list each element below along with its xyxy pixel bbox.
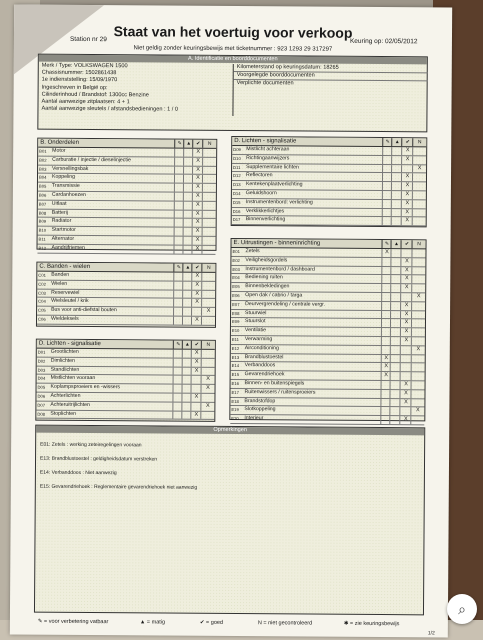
row-code: E07 xyxy=(232,301,240,307)
section-d-continued xyxy=(231,136,428,227)
row-code: B02 xyxy=(39,157,47,163)
check-cell: X xyxy=(191,299,202,307)
check-cell xyxy=(411,284,425,292)
row-label: Alternator xyxy=(51,235,75,242)
legend-see xyxy=(344,621,400,627)
row-label: Bediening ruiten xyxy=(245,274,283,281)
check-cell: X xyxy=(410,408,424,416)
row-label: Stoplichten xyxy=(50,410,77,417)
row-code: D02 xyxy=(37,358,46,364)
row-code: C03 xyxy=(38,290,46,296)
identification-box xyxy=(37,54,428,133)
check-cell: X xyxy=(192,210,203,218)
row-code: D01 xyxy=(37,349,46,355)
row-code: E18 xyxy=(231,398,239,404)
row-label: Koplampsproeiers en -wissers xyxy=(50,383,121,391)
row-code: D13 xyxy=(232,182,241,188)
id-line: 1e indienststelling: 15/09/1970 xyxy=(41,77,118,84)
check-cell: X xyxy=(192,193,203,201)
row-code: D05 xyxy=(37,384,46,390)
see-icon: ✱ xyxy=(343,620,349,627)
thumb-icon: ✔ xyxy=(191,341,202,349)
check-cell: X xyxy=(399,399,411,407)
check-cell xyxy=(201,367,215,375)
row-code: D14 xyxy=(232,190,241,197)
check-cell: X xyxy=(192,166,203,174)
row-label: Carburatie / injectie / dieselinjectie xyxy=(52,156,131,164)
check-cell xyxy=(201,359,215,367)
check-cell xyxy=(411,328,425,336)
row-code: E02 xyxy=(232,257,240,263)
row-label: Bus voor anti-diefstal bouten xyxy=(51,306,117,314)
check-cell: X xyxy=(192,158,203,166)
row-label: Airconditioning xyxy=(244,344,279,352)
check-cell: X xyxy=(411,346,425,354)
check-cell: X xyxy=(400,302,412,310)
row-label: Ruitenwissers / ruitensproeiers xyxy=(244,388,316,396)
check-cell: X xyxy=(191,359,202,367)
check-cell xyxy=(410,416,424,424)
check-cell: X xyxy=(192,175,203,183)
check-cell: X xyxy=(192,219,203,227)
id-line: Chassisnummer: 1502861438 xyxy=(41,69,117,77)
row-code: E19 xyxy=(231,407,239,413)
row-label: Cardanhoezen xyxy=(51,191,86,198)
section-c-title: C. Banden - wielen xyxy=(39,263,91,271)
check-cell xyxy=(411,276,425,284)
check-cell xyxy=(201,273,215,281)
row-code: E16 xyxy=(231,380,240,387)
row-label: Ventilatie xyxy=(244,327,267,334)
check-cell: X xyxy=(381,372,391,380)
row-code: D08 xyxy=(37,411,46,417)
check-cell xyxy=(411,337,425,345)
row-label: Banden xyxy=(51,271,70,278)
page-number: 1/2 xyxy=(427,630,435,637)
check-cell: X xyxy=(191,282,202,290)
row-label: Achteruitrijlichten xyxy=(50,401,90,408)
row-label: Standlichten xyxy=(50,366,80,373)
fair-icon: ▲ xyxy=(391,240,402,248)
legend-good xyxy=(200,620,223,626)
check-cell: X xyxy=(191,273,202,281)
row-code: E14 xyxy=(231,363,240,369)
identification-left xyxy=(38,63,232,115)
row-code: E15 xyxy=(231,372,240,378)
row-code: D17 xyxy=(232,217,241,223)
legend-see-text: = zie keuringsbewijs xyxy=(350,620,400,628)
check-cell xyxy=(201,290,215,298)
identification-title: A. Identificatie en boorddocumenten xyxy=(39,55,427,65)
remark-line: E15: Gevarendriehoek : Reglementaire gevarendriehoek niet aanwezig xyxy=(39,483,198,491)
check-cell: X xyxy=(191,317,202,325)
row-label: Zetels xyxy=(245,248,260,255)
n-column: N xyxy=(412,240,426,248)
row-label: Batterij xyxy=(51,209,68,216)
check-cell: X xyxy=(200,403,214,411)
check-cell: X xyxy=(381,249,391,257)
table-row xyxy=(37,244,215,254)
check-cell xyxy=(411,302,425,310)
check-cell xyxy=(411,311,425,319)
check-cell xyxy=(201,299,215,307)
fair-icon: ▲ xyxy=(183,140,193,148)
check-cell: X xyxy=(400,267,412,275)
n-column: N xyxy=(202,140,216,148)
row-code: D06 xyxy=(37,393,46,399)
row-code: B03 xyxy=(39,166,47,172)
section-dcont-title: D. Lichten - signalisatie xyxy=(234,138,297,145)
row-code: E11 xyxy=(231,336,240,343)
row-code: E04 xyxy=(232,275,240,281)
row-label: Binnenbekledingen xyxy=(245,283,290,290)
row-label: Stuurslot xyxy=(244,318,266,325)
check-cell: X xyxy=(192,237,203,245)
check-cell xyxy=(411,249,425,257)
section-b xyxy=(36,138,217,251)
legend-repair-text: = voor verbetering vatbaar xyxy=(44,618,109,626)
row-label: Uitlaat xyxy=(51,200,67,207)
row-label: Instrumentenbord: verlichting xyxy=(245,198,313,206)
check-cell xyxy=(412,209,426,217)
row-code: B09 xyxy=(38,219,47,225)
row-code: E09 xyxy=(231,319,240,325)
check-cell: X xyxy=(191,245,202,253)
row-code: E10 xyxy=(231,328,240,334)
id-line: Ingeschreven in België op: xyxy=(41,84,108,91)
check-cell: X xyxy=(400,337,412,345)
check-cell xyxy=(202,193,216,201)
check-cell xyxy=(412,200,426,208)
check-cell: X xyxy=(192,202,203,210)
row-label: Dimlichten xyxy=(50,357,75,364)
check-cell xyxy=(202,219,216,227)
check-cell xyxy=(202,184,216,192)
id-line: Cilinderinhoud / Brandstof: 1300cc Benzine xyxy=(41,91,149,99)
check-cell xyxy=(412,147,426,155)
row-code: B08 xyxy=(38,210,47,216)
fair-icon: ▲ xyxy=(391,138,402,146)
mandatory-docs-line: Verplichte documenten xyxy=(236,80,294,87)
row-code: D10 xyxy=(233,155,241,161)
row-label: Verklikkerlichtjes xyxy=(245,207,285,214)
check-cell: X xyxy=(399,390,411,398)
check-cell: X xyxy=(191,350,202,358)
row-code: D11 xyxy=(233,164,241,170)
check-cell: X xyxy=(400,381,412,389)
row-code: B01 xyxy=(39,148,47,154)
remark-line: E01: Zetels : werking zeteiregelingen vooraan xyxy=(40,441,142,449)
n-column: N xyxy=(201,341,215,349)
check-cell: X xyxy=(192,228,203,236)
check-cell xyxy=(200,411,214,419)
row-label: Verbanddoos xyxy=(244,362,276,369)
fair-icon: ▲ xyxy=(182,341,192,349)
row-label: Motor xyxy=(52,147,66,154)
section-e xyxy=(229,238,426,421)
legend-repair xyxy=(38,619,109,625)
check-cell: X xyxy=(192,184,203,192)
row-label: Wieldeksels xyxy=(50,315,79,322)
row-label: Aandrijfriemen xyxy=(51,244,85,251)
row-label: Open dak / cabrio / targa xyxy=(245,292,303,299)
row-code: D09 xyxy=(233,147,241,153)
check-cell xyxy=(411,320,425,328)
thumb-icon: ✔ xyxy=(191,264,202,272)
row-code: B12 xyxy=(38,245,46,251)
wrench-icon: ✎ xyxy=(382,138,392,146)
row-code: B05 xyxy=(38,183,47,189)
row-code: B10 xyxy=(38,227,47,233)
row-label: Supplementaire lichten xyxy=(246,163,299,171)
row-label: Reflectoren xyxy=(245,172,273,179)
legend-fair-text: = matig xyxy=(146,619,166,626)
check-cell: X xyxy=(401,200,413,208)
wrench-icon: ✎ xyxy=(173,341,183,349)
inspection-date: Keuring op: 02/05/2012 xyxy=(349,37,418,46)
check-cell xyxy=(411,364,425,372)
check-cell xyxy=(201,317,215,325)
row-label: Slotkoppeling xyxy=(244,406,276,413)
wrench-icon: ✎ xyxy=(37,618,43,625)
table-row xyxy=(36,410,214,420)
section-dcont-rows xyxy=(232,146,427,227)
remarks-box xyxy=(34,425,425,616)
check-cell: X xyxy=(191,367,202,375)
check-cell: X xyxy=(400,276,412,284)
row-code: D15 xyxy=(232,199,241,205)
row-code: E12 xyxy=(231,345,240,351)
row-code: C06 xyxy=(37,316,46,322)
check-cell xyxy=(202,175,216,183)
section-e-rows xyxy=(230,248,425,425)
check-cell: X xyxy=(200,385,214,393)
check-cell xyxy=(411,372,425,380)
table-row xyxy=(232,216,426,226)
section-b-rows xyxy=(37,148,216,255)
row-label: Binnen- en buitenspiegels xyxy=(244,380,305,387)
check-cell: X xyxy=(190,394,201,402)
section-d xyxy=(35,339,216,422)
row-label: Gevarendriehoek xyxy=(244,371,285,378)
row-label: Verwarming xyxy=(244,336,273,343)
check-cell xyxy=(202,237,216,245)
row-code: E03 xyxy=(232,266,240,272)
id-line: Merk / Type: VOLKSWAGEN 1500 xyxy=(41,62,128,70)
row-label: Versnellingsbak xyxy=(52,165,89,172)
check-cell xyxy=(202,149,216,157)
section-b-title: B. Onderdelen xyxy=(40,139,79,146)
row-label: Kentekenplaatverlichting xyxy=(245,181,303,188)
check-cell xyxy=(410,399,424,407)
row-code: E13 xyxy=(231,354,240,360)
check-cell xyxy=(202,228,216,236)
check-cell xyxy=(202,166,216,174)
check-cell: X xyxy=(381,363,391,371)
id-line: Aantal aanwezige zitplaatsen: 4 + 1 xyxy=(41,98,130,106)
row-label: Stuurwiel xyxy=(245,309,267,316)
check-cell: X xyxy=(381,355,391,363)
fair-icon: ▲ xyxy=(139,619,146,626)
check-cell xyxy=(411,258,425,266)
mileage-line: Kilometerstand op keuringsdatum: 18265 xyxy=(234,64,428,74)
row-label: Instrumentenbord / dashboard xyxy=(245,265,315,273)
row-label: Radiator xyxy=(51,218,72,225)
check-cell: X xyxy=(401,156,413,164)
check-cell: X xyxy=(400,320,412,328)
row-label: Grootlichten xyxy=(50,348,79,355)
row-label: Mistlichten vooraan xyxy=(50,375,96,382)
row-code: E05 xyxy=(232,284,240,290)
thumb-icon: ✔ xyxy=(199,619,205,626)
check-cell xyxy=(412,218,426,226)
check-cell xyxy=(200,394,214,402)
check-cell: X xyxy=(401,182,413,190)
n-column: N xyxy=(201,264,215,272)
row-label: Achterlichten xyxy=(50,392,81,399)
check-cell: X xyxy=(400,284,412,292)
row-code: B11 xyxy=(38,236,46,242)
wrench-icon: ✎ xyxy=(173,264,183,272)
check-cell: X xyxy=(400,328,412,336)
check-cell: X xyxy=(400,311,412,319)
documents-line: Voorgelegde boorddocumenten xyxy=(234,72,428,82)
check-cell xyxy=(411,381,425,389)
lens-search-icon[interactable]: ⌕ xyxy=(447,594,477,624)
page-title: Staat van het voertuig voor verkoop xyxy=(113,23,353,41)
section-c-rows xyxy=(37,272,215,326)
row-code: D16 xyxy=(232,208,241,214)
row-label: Deurvergrendeling / centrale vergr. xyxy=(245,300,326,308)
check-cell: X xyxy=(412,165,426,173)
check-cell xyxy=(201,282,215,290)
check-cell: X xyxy=(411,293,425,301)
remark-line: E14: Verbanddoos : Niet aanwezig xyxy=(39,469,117,477)
check-cell xyxy=(411,355,425,363)
row-code: C02 xyxy=(38,281,46,287)
id-line: Aantal aanwezige sleutels / afstandsbedieningen : 1 / 0 xyxy=(41,105,179,113)
row-label: Transmissie xyxy=(51,182,80,190)
check-cell xyxy=(201,246,215,254)
check-cell: X xyxy=(192,149,203,157)
row-label: Brandblustoestel xyxy=(244,353,284,360)
check-cell xyxy=(201,350,215,358)
row-code: D12 xyxy=(232,173,241,179)
check-cell xyxy=(410,390,424,398)
check-cell: X xyxy=(201,308,215,316)
check-cell: X xyxy=(201,376,215,384)
check-cell: X xyxy=(190,411,201,419)
section-e-title: E. Uitrustingen - binneninrichting xyxy=(233,240,321,247)
check-cell xyxy=(412,174,426,182)
row-label: Brandstofdop xyxy=(244,397,276,404)
row-label: Wielen xyxy=(51,280,68,287)
row-code: E17 xyxy=(231,389,239,395)
check-cell: X xyxy=(400,258,412,266)
check-cell: X xyxy=(191,290,202,298)
check-cell xyxy=(412,191,426,199)
row-label: Geluidshoorn xyxy=(245,190,277,197)
row-label: Binnenverlichting xyxy=(245,216,286,223)
row-code: B06 xyxy=(38,192,47,198)
thumb-icon: ✔ xyxy=(192,140,203,148)
row-label: Mistlicht achteraan xyxy=(246,146,290,153)
ticket-notice: Niet geldig zonder keuringsbewijs met ticketnummer : 923 1293 29 317297 xyxy=(133,45,333,53)
row-label: Richtingaanwijzers xyxy=(246,154,290,162)
section-d-title: D. Lichten - signalisatie xyxy=(38,340,101,348)
row-code: E06 xyxy=(232,292,240,299)
row-label: Startmotor xyxy=(51,226,76,234)
row-label: Koppeling xyxy=(51,174,76,181)
row-label: Reservewiel xyxy=(51,289,80,296)
inspection-sheet xyxy=(10,4,452,637)
legend-fair xyxy=(140,619,165,625)
row-code: C01 xyxy=(38,272,47,278)
row-code: D03 xyxy=(37,367,46,373)
check-cell: X xyxy=(399,416,411,424)
row-code: E01 xyxy=(232,249,240,255)
legend-not-checked: N = niet gecontroleerd xyxy=(257,620,313,627)
row-label: Veiligheidsgordels xyxy=(245,256,288,264)
check-cell xyxy=(202,202,216,210)
thumb-icon: ✔ xyxy=(401,240,413,248)
row-code: D04 xyxy=(37,376,46,382)
section-d-rows xyxy=(36,349,214,421)
row-label: Interieur xyxy=(244,415,264,422)
section-c xyxy=(36,262,216,328)
check-cell xyxy=(411,267,425,275)
check-cell: X xyxy=(401,147,413,155)
check-cell: X xyxy=(401,218,413,226)
wrench-icon: ✎ xyxy=(382,240,392,248)
check-cell xyxy=(202,158,216,166)
identification-right xyxy=(232,64,427,117)
row-code: B07 xyxy=(38,201,47,207)
legend-good-text: = goed xyxy=(206,619,224,626)
remark-line: E13: Brandblustoestel : geldigheidsdatum verstreken xyxy=(40,455,158,463)
row-code: E08 xyxy=(232,310,240,316)
check-cell xyxy=(412,156,426,164)
check-cell xyxy=(202,210,216,218)
row-code: C04 xyxy=(38,299,46,305)
row-code: D07 xyxy=(37,402,46,408)
thumb-icon: ✔ xyxy=(401,138,413,146)
row-code: B04 xyxy=(38,175,47,181)
row-code: E20 xyxy=(231,416,239,422)
remarks-title: Opmerkingen xyxy=(36,426,424,436)
check-cell: X xyxy=(401,209,413,217)
check-cell xyxy=(412,182,426,190)
check-cell: X xyxy=(401,174,413,182)
table-row xyxy=(37,316,215,326)
wrench-icon: ✎ xyxy=(174,140,184,148)
station-number: Station nr 29 xyxy=(69,35,107,44)
check-cell: X xyxy=(401,191,413,199)
table-row xyxy=(230,415,424,425)
row-code: C05 xyxy=(38,307,46,313)
fair-icon: ▲ xyxy=(182,264,192,272)
n-column: N xyxy=(412,138,426,146)
row-label: Wielsleutel / krik xyxy=(51,298,89,305)
